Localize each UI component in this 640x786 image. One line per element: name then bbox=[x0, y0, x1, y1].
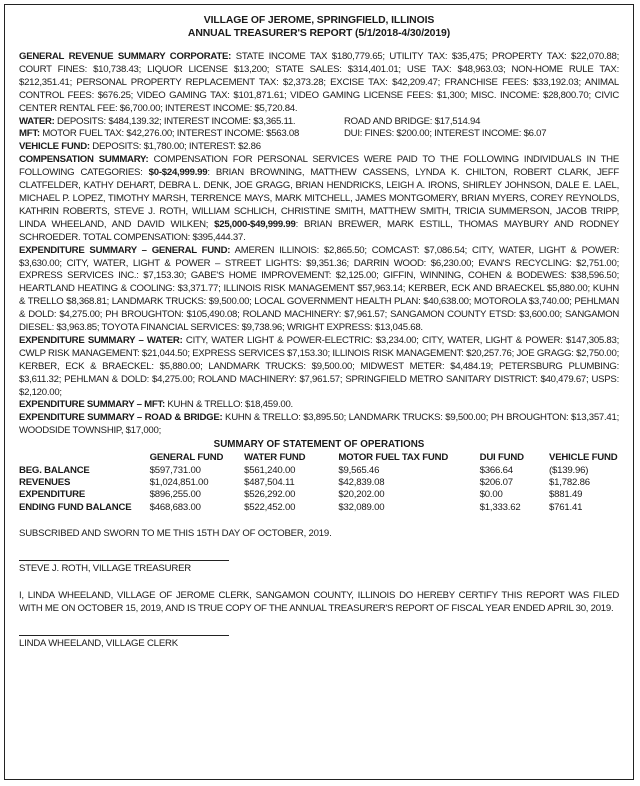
expenditure-road-section bbox=[19, 412, 619, 438]
table-row bbox=[19, 465, 619, 477]
expenditure-mft-section bbox=[19, 399, 619, 412]
clerk-certification: I, LINDA WHEELAND, VILLAGE OF JEROME CLERK, SANGAMON COUNTY, ILLINOIS DO HEREBY CERTIFY THIS REPORT WAS FILED WITH ME ON OCTOBER 15, 2019, AND IS TRUE COPY OF THE ANNUAL TREASURER'S REPORT OF FISCAL YEAR ENDED APRIL 30, 2019. bbox=[19, 590, 619, 614]
expenditure-mft-label: EXPENDITURE SUMMARY – MFT: bbox=[19, 399, 165, 411]
table-cell: $9,565.46 bbox=[338, 464, 380, 476]
compensation-text-1: COMPENSATION FOR PERSONAL SERVICES WERE PAID TO THE FOLLOWING INDIVIDUALS IN THE FOLLOWING CATEGORIES: bbox=[19, 154, 620, 179]
table-cell: $526,292.00 bbox=[244, 489, 296, 501]
table-cell: $561,240.00 bbox=[244, 464, 296, 476]
expenditure-mft-text: KUHN & TRELLO: $18,459.00. bbox=[164, 399, 293, 411]
general-revenue-label: GENERAL REVENUE SUMMARY CORPORATE: bbox=[19, 51, 232, 62]
row-label: REVENUES bbox=[19, 477, 71, 488]
statement-title: SUMMARY OF STATEMENT OF OPERATIONS bbox=[213, 439, 425, 451]
table-cell: $881.49 bbox=[549, 489, 583, 501]
compensation-text-2: : BRIAN BROWNING, MATTHEW CASSENS, LYNDA K. CHILTON, ROBERT CLARK, JEFF CLATFELDER, KATHY DEHART, DEBRA L. DENK, JOE GRAGG, BRIAN HENDRICKS, LEIGH A. IRONS, SHIRLEY JOHNSON, DALE E. LAEL, MICHAEL P. LOPEZ, TIMOTHY MARSH, TERRENCE MAYS, MARK MITCHELL, JAMES MONTGOMERY, BRIAN MYERS, COREY REYNOLDS, KATHRIN ROBERTS, STEVE J. ROTH, WILLIAM SCHLICH, CHRISTINE SMITH, MATTHEW SMITH, TRICIA SUMMERSON, JACOB TRIPP, LINDA WHEELAND, AND DAVID WILKEN; bbox=[19, 167, 619, 230]
table-cell: ($139.96) bbox=[549, 464, 589, 476]
table-cell: $522,452.00 bbox=[244, 501, 296, 513]
water-label: WATER: bbox=[19, 115, 55, 127]
row-label: BEG. BALANCE bbox=[19, 464, 90, 476]
mft-text: MOTOR FUEL TAX: $42,276.00; INTEREST INCOME: $563.08 bbox=[39, 128, 300, 140]
road-bridge-text: ROAD AND BRIDGE: $17,514.94 bbox=[344, 115, 481, 127]
statement-table bbox=[19, 452, 619, 514]
expenditure-road-label: EXPENDITURE SUMMARY – ROAD & BRIDGE: bbox=[19, 412, 223, 424]
column-header: WATER FUND bbox=[244, 452, 306, 464]
title-line-2: ANNUAL TREASURER'S REPORT (5/1/2018-4/30/2019) bbox=[187, 28, 451, 39]
vehicle-fund-label: VEHICLE FUND: bbox=[19, 141, 90, 153]
water-text: DEPOSITS: $484,139.32; INTEREST INCOME: $3,365.11. bbox=[54, 115, 296, 127]
column-header: MOTOR FUEL TAX FUND bbox=[338, 452, 449, 464]
expenditure-general-label: EXPENDITURE SUMMARY – GENERAL FUND: bbox=[19, 244, 231, 256]
report-title bbox=[19, 14, 619, 40]
row-label: EXPENDITURE bbox=[19, 489, 86, 501]
expenditure-water-label: EXPENDITURE SUMMARY – WATER: bbox=[19, 334, 183, 346]
mft-section bbox=[19, 128, 619, 141]
water-section bbox=[19, 116, 619, 129]
column-header: GENERAL FUND bbox=[149, 452, 224, 464]
vehicle-fund-text: DEPOSITS: $1,780.00; INTEREST: $2.86 bbox=[89, 141, 261, 153]
treasurer-signature-line: STEVE J. ROTH, VILLAGE TREASURER bbox=[19, 560, 229, 576]
column-header: VEHICLE FUND bbox=[549, 452, 618, 464]
dui-text: DUI: FINES: $200.00; INTEREST INCOME: $6.07 bbox=[344, 128, 547, 140]
compensation-range-2: $25,000-$49,999.99 bbox=[214, 218, 296, 230]
compensation-text-3: : BRIAN BREWER, MARK ESTILL, THOMAS MAYBURY AND RODNEY SCHROEDER. TOTAL COMPENSATION: $395,444.37. bbox=[19, 218, 620, 243]
table-cell: $20,202.00 bbox=[338, 489, 385, 501]
table-cell: $468,683.00 bbox=[149, 501, 201, 513]
table-cell: $487,504.11 bbox=[244, 477, 295, 488]
vehicle-fund-section bbox=[19, 141, 619, 154]
table-row bbox=[19, 489, 619, 501]
table-cell: $597,731.00 bbox=[149, 464, 201, 476]
table-cell: $896,255.00 bbox=[149, 489, 201, 501]
compensation-section bbox=[19, 154, 619, 244]
table-row bbox=[19, 477, 619, 489]
table-cell: $0.00 bbox=[479, 489, 503, 501]
statement-header-row bbox=[19, 452, 619, 464]
expenditure-water-text: CITY, WATER LIGHT & POWER-ELECTRIC: $3,234.00; CITY, WATER, LIGHT & POWER: $147,305.83; CWLP RISK MANAGEMENT: $21,044.50; EXPRESS SERVICES $7,153.30; ILLINOIS RISK MANAGEMENT: $20,257.76; JOE GRAGG: $2,750.00; KERBER, ECK & BRAECKEL: $5,880.00; LANDMARK TRUCKS: $9,500.00; MIDWEST METER: $4,484.19; PETERSBURG PLUMBING: $3,611.32; PEHLMAN & DOLD: $4,275.00; ROLAND MACHINERY: $7,961.57; SPRINGFIELD METRO SANITARY DISTRICT: $40,479.67; USPS: $2,120.00; bbox=[19, 334, 619, 398]
table-cell: $1,782.86 bbox=[549, 477, 590, 488]
title-line-1: VILLAGE OF JEROME, SPRINGFIELD, ILLINOIS bbox=[203, 15, 435, 26]
sworn-statement: SUBSCRIBED AND SWORN TO ME THIS 15TH DAY OF OCTOBER, 2019. bbox=[19, 528, 332, 540]
table-cell: $1,024,851.00 bbox=[149, 477, 209, 488]
expenditure-general-text: AMEREN ILLINOIS: $2,865.50; COMCAST: $7,086.54; CITY, WATER, LIGHT & POWER: $3,630.00; CITY, WATER, LIGHT & POWER – STREET LIGHTS: $9,351.36; DARRIN WOOD: $6,230.00; EVAN'S RECYCLING: $2,751.00; EXPRESS SERVICES INC.: $7,153.30; GABE'S HOME IMPROVEMENT: $2,125.00; GIFFIN, WINNING, COHEN & BODEWES: $38,596.50; HEARTLAND HEATING & COOLING: $3,371.77; ILLINOIS RISK MANAGEMENT $57,963.14; KERBER, ECK AND BRAECKEL $5,880.00; KUHN & TRELLO $8,368.81; LANDMARK TRUCKS: $9,500.00; LOCAL GOVERNMENT HEALTH PLAN: $40,638.00; MOTOROLA $3,740.00; PEHLMAN & DOLD: $4,275.00; PH BROUGHTON: $105,490.08; ROLAND MACHINERY: $7,961.57; SANGAMON COUNTY ETSD: $3,600.00; SANGAMON DIESEL: $3,963.85; TOYOTA FINANCIAL SERVICES: $9,738.96; WRIGHT EXPRESS: $13,045.68. bbox=[19, 244, 619, 334]
table-cell: $761.41 bbox=[549, 501, 583, 513]
table-cell: $32,089.00 bbox=[338, 501, 385, 513]
clerk-signature-line: LINDA WHEELAND, VILLAGE CLERK bbox=[19, 635, 229, 651]
table-cell: $206.07 bbox=[479, 477, 513, 488]
expenditure-road-text: KUHN & TRELLO: $3,895.50; LANDMARK TRUCKS: $9,500.00; PH BROUGHTON: $13,357.41; WOODSIDE TOWNSHIP, $17,000; bbox=[19, 412, 619, 437]
column-header-blank bbox=[19, 452, 150, 464]
general-revenue-text: STATE INCOME TAX $180,779.65; UTILITY TAX: $35,475; PROPERTY TAX: $22,070.88; COURT FINES: $10,738.43; LIQUOR LICENSE $13,200; STATE SALES: $314,401.01; USE TAX: $48,963.03; NON-HOME RULE TAX: $212,351.41; PERSONAL PROPERTY REPLACEMENT TAX: $2,373.28; EXCISE TAX: $42,209.47; FRANCHISE FEES: $33,192.03; ANIMAL CONTROL FEES: $676.25; VIDEO GAMING TAX: $101,871.61; VIDEO GAMING LICENSE FEES: $1,300; MISC. INCOME: $28,800.70; CIVIC CENTER RENTAL FEE: $6,700.00; INTEREST INCOME: $5,720.84. bbox=[19, 51, 619, 114]
report-body bbox=[19, 51, 619, 438]
table-row bbox=[19, 502, 619, 514]
table-cell: $366.64 bbox=[479, 464, 513, 476]
expenditure-water-section bbox=[19, 335, 619, 400]
signature-block bbox=[19, 528, 619, 651]
report-notice bbox=[4, 4, 634, 780]
table-cell: $1,333.62 bbox=[479, 501, 521, 513]
compensation-range-1: $0-$24,999.99 bbox=[148, 167, 208, 179]
row-label: ENDING FUND BALANCE bbox=[19, 501, 132, 513]
mft-label: MFT: bbox=[19, 128, 40, 140]
general-revenue-section bbox=[19, 51, 619, 116]
table-cell: $42,839.08 bbox=[338, 477, 385, 488]
compensation-label: COMPENSATION SUMMARY: bbox=[19, 154, 149, 166]
column-header: DUI FUND bbox=[479, 452, 524, 464]
expenditure-general-section bbox=[19, 245, 619, 335]
